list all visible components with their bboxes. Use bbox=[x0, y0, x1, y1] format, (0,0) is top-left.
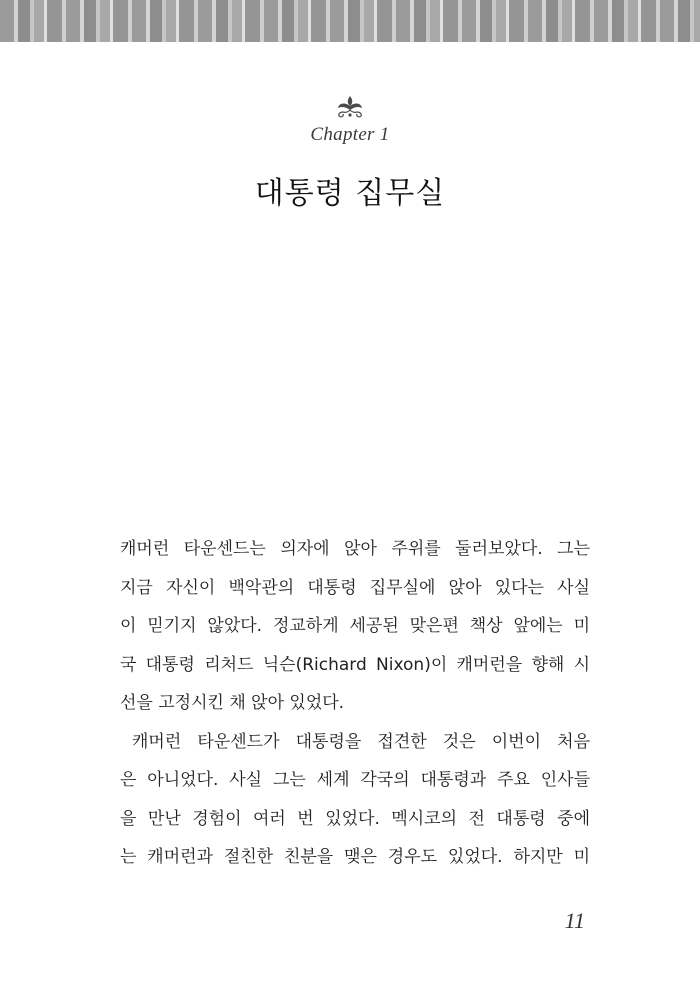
body-line: 이 믿기지 않았다. 정교하게 세공된 맞은편 책상 앞에는 미 bbox=[120, 616, 590, 636]
body-line: 선을 고정시킨 채 앉아 있었다. bbox=[120, 693, 345, 713]
top-decorative-band bbox=[0, 0, 700, 42]
page-number: 11 bbox=[564, 908, 585, 933]
body-line: 캐머런 타운센드가 대통령을 접견한 것은 이번이 처음 bbox=[132, 731, 590, 752]
body-line: 국 대통령 리처드 닉슨(Richard Nixon)이 캐머런을 향해 시 bbox=[120, 654, 590, 675]
chapter-label: Chapter 1 bbox=[310, 124, 390, 145]
body-line: 은 아니었다. 사실 그는 세계 각국의 대통령과 주요 인사들 bbox=[120, 770, 590, 790]
fleuron-icon bbox=[333, 94, 367, 120]
body-line: 을 만난 경험이 여러 번 있었다. 멕시코의 전 대통령 중에 bbox=[120, 808, 590, 829]
body-line: 캐머런 타운센드는 의자에 앉아 주위를 둘러보았다. 그는 bbox=[120, 539, 590, 559]
body-text bbox=[120, 530, 590, 877]
body-line: 지금 자신이 백악관의 대통령 집무실에 앉아 있다는 사실 bbox=[120, 577, 590, 598]
chapter-title: 대통령 집무실 bbox=[254, 176, 446, 211]
body-line: 는 캐머런과 절친한 친분을 맺은 경우도 있었다. 하지만 미 bbox=[120, 847, 590, 867]
